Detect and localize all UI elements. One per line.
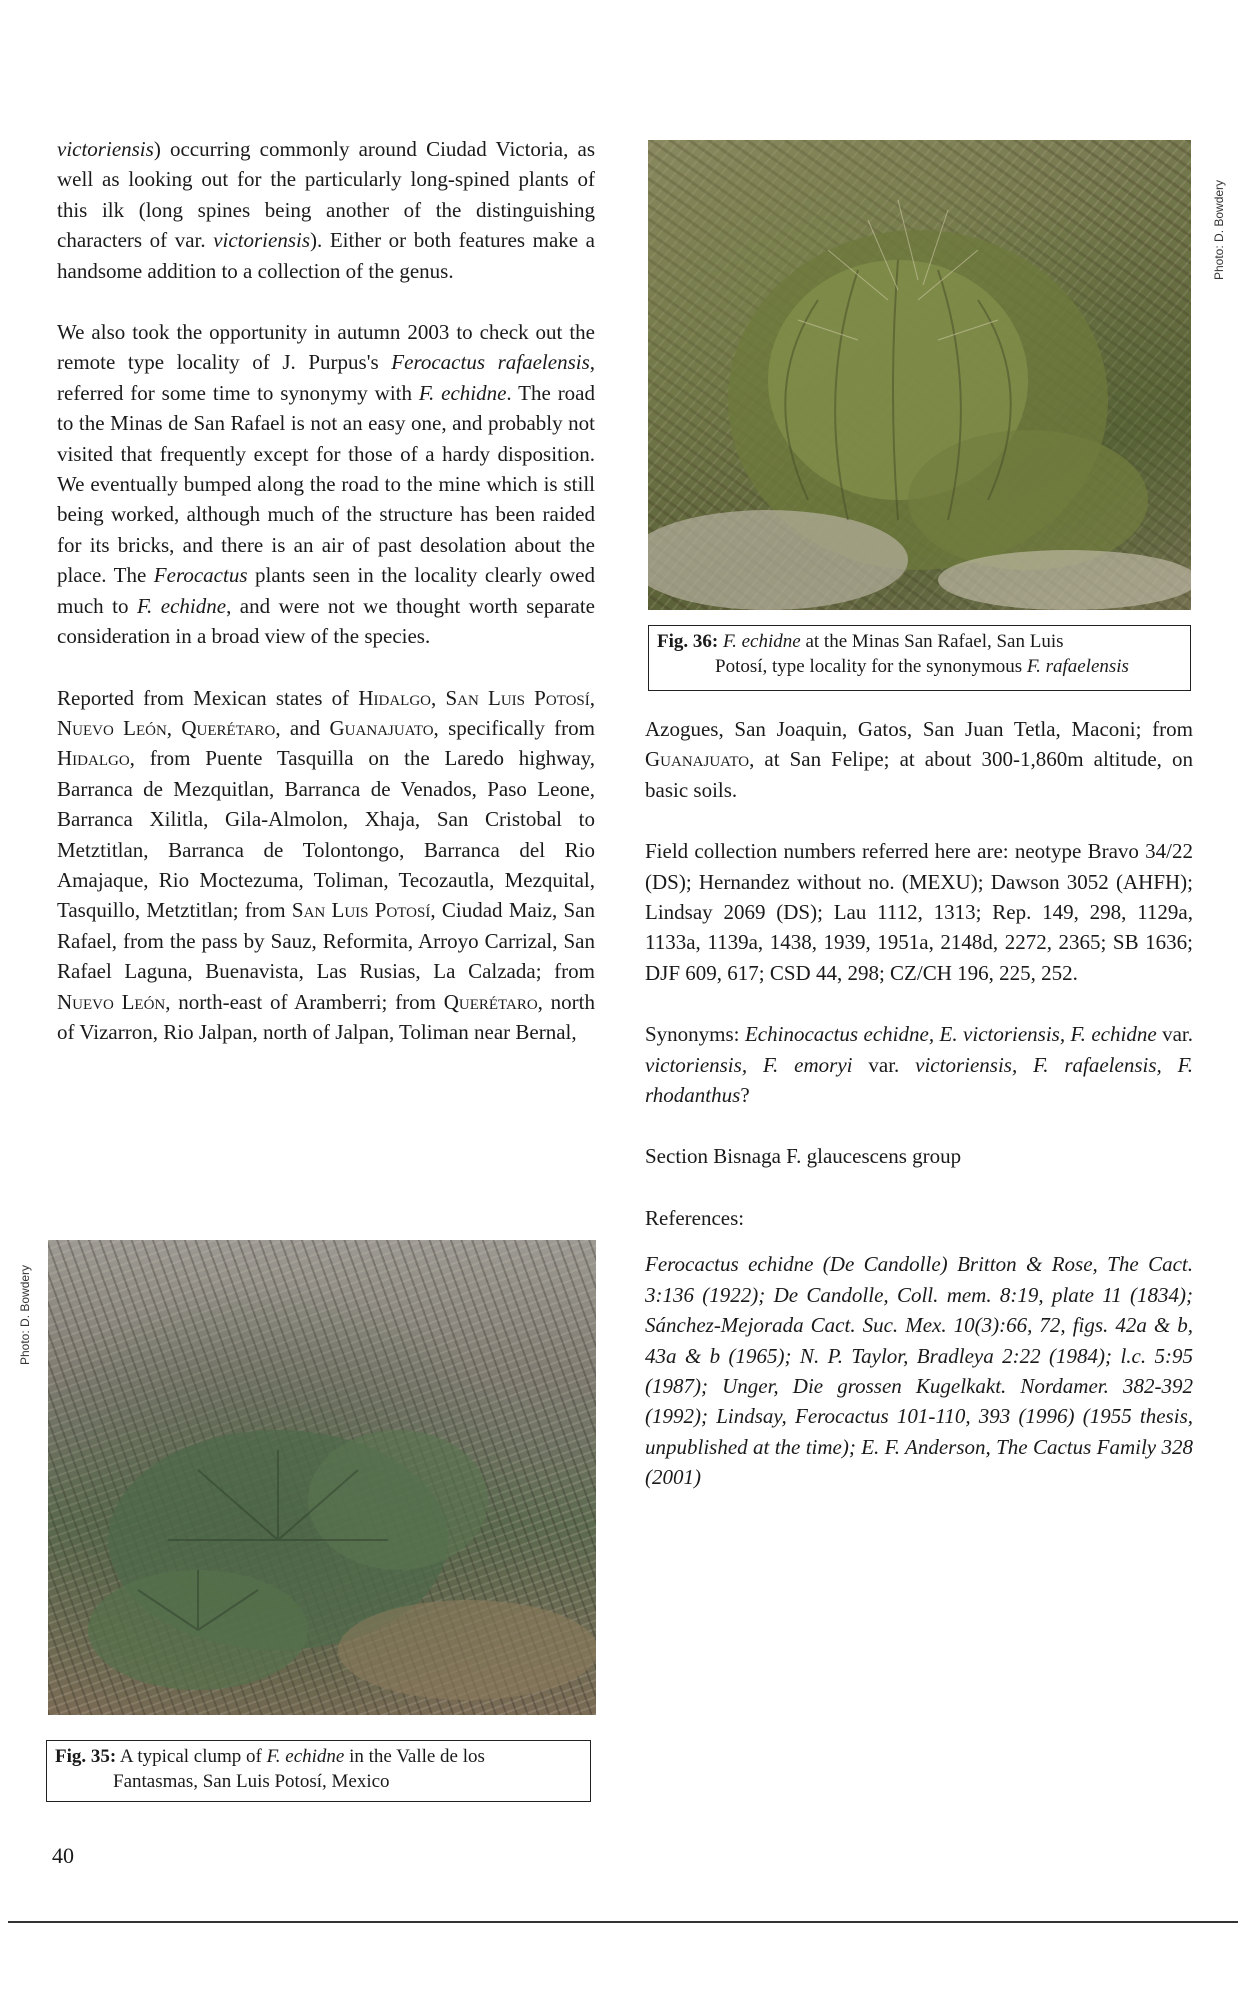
fig36-text-d: F. rafaelensis bbox=[1026, 656, 1129, 677]
fig35-photo bbox=[48, 1240, 596, 1715]
cactus-illustration bbox=[648, 140, 1191, 610]
right-paragraph-3: Synonyms: Echinocactus echidne, E. victoriensis, F. echidne var. victoriensis, F. emoryi var. victoriensis, F. rafaelensis, F. rhodanthus? bbox=[645, 1022, 1193, 1108]
left-paragraph-1: victoriensis) occurring commonly around Ciudad Victoria, as well as looking out for the particularly long-spined plants of this ilk (long spines being another of the distinguishing characters of var. victoriensis). Either or both features make a handsome addition to a collection of the genus. bbox=[57, 137, 596, 283]
fig36-caption-line2 bbox=[657, 654, 1184, 679]
fig35-photo-credit: Photo: D. Bowdery bbox=[18, 1264, 32, 1365]
fig36-photo-credit: Photo: D. Bowdery bbox=[1212, 179, 1226, 280]
bottom-rule bbox=[8, 1921, 1238, 1923]
fig36-photo bbox=[648, 140, 1191, 610]
fig36-text-a: F. echidne bbox=[722, 631, 801, 652]
left-column bbox=[57, 134, 595, 1047]
fig35-caption-line2: Fantasmas, San Luis Potosí, Mexico bbox=[113, 1771, 390, 1792]
left-paragraph-2: We also took the opportunity in autumn 2003 to check out the remote type locality of J. Purpus's Ferocactus rafaelensis, referred for some time to synonymy with F. echidne. The road to the Minas de San Rafael is not an easy one, and probably not visited that frequently except for those of a hardy disposition. We eventually bumped along the road to the mine which is still being worked, although much of the structure has been raided for its bricks, and there is an air of past desolation about the place. The Ferocactus plants seen in the locality clearly owed much to F. echidne, and were not we thought worth separate consideration in a broad view of the species. bbox=[57, 320, 596, 649]
page-number: 40 bbox=[52, 1843, 74, 1868]
fig36-text-c: Potosí, type locality for the synonymous bbox=[715, 656, 1027, 677]
fig35-text-c: in the Valle de los bbox=[344, 1746, 485, 1767]
fig35-caption bbox=[46, 1740, 591, 1802]
right-column bbox=[645, 714, 1193, 1493]
cactus-clump-illustration bbox=[48, 1240, 596, 1715]
fig36-label: Fig. 36: bbox=[657, 631, 719, 652]
right-paragraph-2: Field collection numbers referred here are: neotype Bravo 34/22 (DS); Hernandez without no. (MEXU); Dawson 3052 (AHFH); Lindsay 2069 (DS); Lau 1112, 1313; Rep. 149, 298, 1129a, 1133a, 1139a, 1438, 1939, 1951a, 2148d, 2272, 2365; SB 1636; DJF 609, 617; CSD 44, 298; CZ/CH 196, 225, 252. bbox=[645, 839, 1193, 985]
fig36-caption bbox=[648, 625, 1191, 691]
fig35-text-b: F. echidne bbox=[266, 1746, 345, 1767]
fig35-label: Fig. 35: bbox=[55, 1746, 117, 1767]
right-paragraph-1: Azogues, San Joaquin, Gatos, San Juan Tetla, Maconi; from Guanajuato, at San Felipe; at about 300-1,860m altitude, on basic soils. bbox=[645, 717, 1193, 802]
right-paragraph-4: Section Bisnaga F. glaucescens group bbox=[645, 1144, 962, 1169]
references-heading: References: bbox=[645, 1205, 745, 1230]
fig36-text-b: at the Minas San Rafael, San Luis bbox=[800, 631, 1064, 652]
left-paragraph-3: Reported from Mexican states of Hidalgo, San Luis Potosí, Nuevo León, Querétaro, and Guanajuato, specifically from Hidalgo, from Puente Tasquilla on the Laredo highway, Barranca de Mezquitlan, Barranca de Venados, Paso Leone, Barranca Xilitla, Gila-Almolon, Xhaja, San Cristobal to Metztitlan, Barranca de Tolontongo, Barranca del Rio Amajaque, Rio Moctezuma, Toliman, Tecozautla, Mezquital, Tasquillo, Metztitlan; from San Luis Potosí, Ciudad Maiz, San Rafael, from the pass by Sauz, Reformita, Arroyo Carrizal, San Rafael Laguna, Buenavista, Las Rusias, La Calzada; from Nuevo León, north-east of Aramberri; from Querétaro, north of Vizarron, Rio Jalpan, north of Jalpan, Toliman near Bernal, bbox=[57, 685, 596, 1044]
references-text: Ferocactus echidne (De Candolle) Britton & Rose, The Cact. 3:136 (1922); De Candolle, Coll. mem. 8:19, plate 11 (1834); Sánchez-Mejorada Cact. Suc. Mex. 10(3):66, 72, figs. 42a & b, 43a & b (1965); N. P. Taylor, Bradleya 2:22 (1984); l.c. 5:95 (1987); Unger, Die grossen Kugelkakt. Nordamer. 382-392 (1992); Lindsay, Ferocactus 101-110, 393 (1996) (1955 thesis, unpublished at the time); E. F. Anderson, The Cactus Family 328 (2001) bbox=[645, 1252, 1193, 1490]
fig35-text-a: A typical clump of bbox=[116, 1746, 267, 1767]
